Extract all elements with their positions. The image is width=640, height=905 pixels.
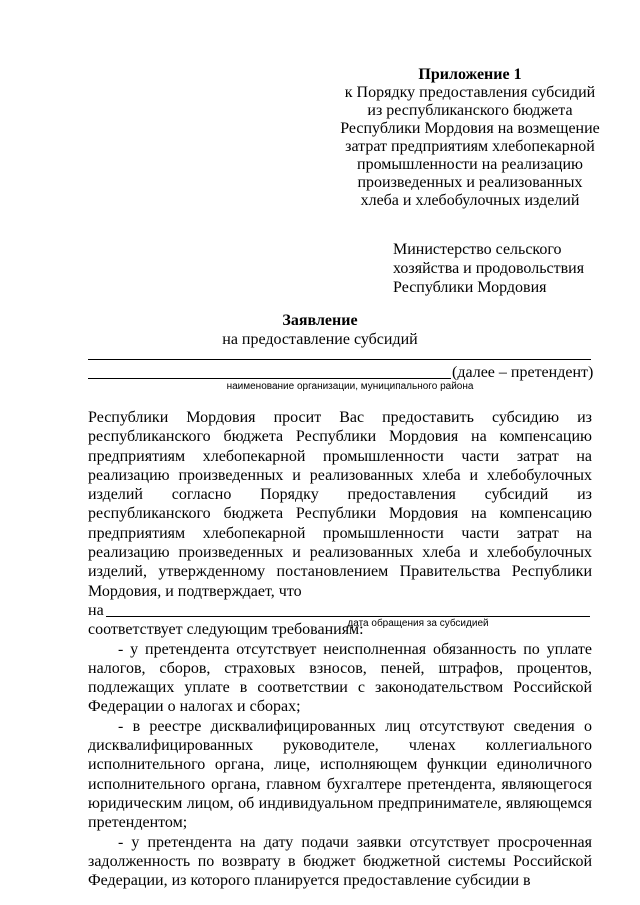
requirement-item: - у претендента на дату подачи заявки отсутствует просроченная задолженность по возврату в бюджет бюджетной системы Российской Федерации, из которого планируется предоставление субсидии в	[88, 833, 592, 890]
appendix-line: из республиканского бюджета	[367, 102, 573, 119]
recipient-line: Республики Мордовия	[393, 279, 547, 296]
conforms-paragraph: соответствует следующим требованиям:	[88, 621, 364, 639]
requirement-item: - у претендента отсутствует неисполненная обязанность по уплате налогов, сборов, страховых взносов, пеней, штрафов, процентов, подлежащих уплате в соответствии с законодательством Российской Федерации о налогах и сборах;	[88, 640, 592, 716]
recipient-line: хозяйства и продовольствия	[393, 260, 585, 277]
date-underline	[106, 616, 590, 617]
applicant-name-line-2	[88, 378, 451, 379]
date-prefix: на	[88, 601, 104, 619]
appendix-line: произведенных и реализованных	[357, 174, 583, 191]
appendix-title: Приложение 1	[418, 66, 522, 83]
date-caption: дата обращения за субсидией	[347, 617, 489, 629]
document-title: Заявление	[282, 312, 358, 329]
appendix-line: промышленности на реализацию	[357, 156, 583, 173]
recipient-line: Министерство сельского	[393, 241, 562, 258]
document-subtitle: на предоставление субсидий	[222, 331, 418, 348]
appendix-line: Республики Мордовия на возмещение	[340, 120, 600, 137]
document-body	[88, 408, 592, 890]
appendix-line: затрат предприятиям хлебопекарной	[345, 138, 595, 155]
applicant-caption: наименование организации, муниципального района	[226, 381, 474, 392]
requirement-item: - в реестре дисквалифицированных лиц отсутствуют сведения о дисквалифицированных руководителе, членах коллегиального исполнительного органа, лице, исполняющем функции единоличного исполнительного органа, главном бухгалтере претендента, являющегося юридическим лицом, об индивидуальном предпринимателе, являющемся претендентом;	[88, 717, 592, 832]
appendix-line: к Порядку предоставления субсидий	[344, 84, 596, 101]
appendix-line: хлеба и хлебобулочных изделий	[360, 192, 580, 209]
applicant-name-line-1	[88, 359, 591, 360]
document-title-block	[0, 311, 640, 349]
applicant-suffix: (далее – претендент)	[452, 364, 594, 381]
recipient-block	[393, 240, 623, 297]
appendix-header	[330, 66, 610, 210]
date-line	[88, 601, 592, 629]
intro-paragraph: Республики Мордовия просит Вас предоставить субсидию из республиканского бюджета Республики Мордовия на компенсацию предприятиям хлебопекарной промышленности части затрат на реализацию произведенных и реализованных хлеба и хлебобулочных изделий согласно Порядку предоставления субсидий из республиканского бюджета Республики Мордовия на компенсацию предприятиям хлебопекарной промышленности части затрат на реализацию произведенных и реализованных хлеба и хлебобулочных изделий, утвержденному постановлением Правительства Республики Мордовия, и подтверждает, что	[88, 409, 592, 600]
